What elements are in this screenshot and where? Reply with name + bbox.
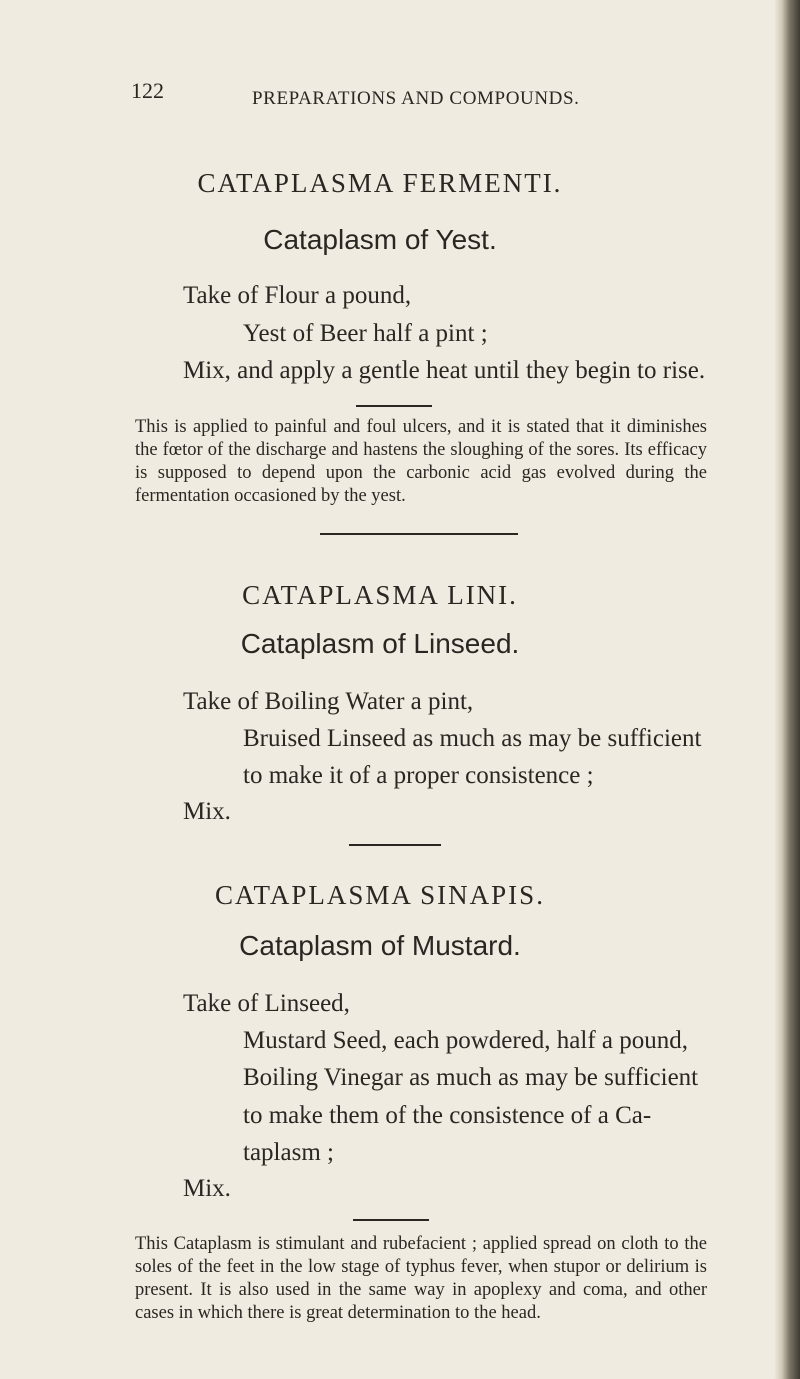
note-paragraph: This is applied to painful and foul ulcers, and it is stated that it diminishes the fœtor of the discharge and hastens the sloughing of the sores. Its efficacy is supposed to depend upon the carbonic acid gas evolved during the fermentation occasioned by the yest. bbox=[135, 417, 707, 506]
divider-short bbox=[353, 1219, 429, 1221]
recipe-line: Yest of Beer half a pint ; bbox=[243, 320, 488, 347]
recipe-line: Mix. bbox=[183, 1175, 231, 1202]
recipe-line: Mix, and apply a gentle heat until they begin to rise. bbox=[183, 357, 706, 384]
running-header: PREPARATIONS AND COMPOUNDS. bbox=[252, 88, 580, 109]
page-edge-shadow bbox=[774, 0, 800, 1379]
recipe-line: taplasm ; bbox=[243, 1139, 334, 1166]
recipe-line: Take of Boiling Water a pint, bbox=[183, 688, 474, 715]
section-title-fermenti: CATAPLASMA FERMENTI. bbox=[197, 168, 563, 198]
section-title-sinapis: CATAPLASMA SINAPIS. bbox=[215, 880, 545, 910]
recipe-line: to make it of a proper consistence ; bbox=[243, 762, 594, 789]
divider-long bbox=[320, 533, 518, 535]
note-paragraph: This Cataplasm is stimulant and rubefacient ; applied spread on cloth to the soles of the feet in the low stage of typhus fever, when stupor or delirium is present. It is also used in the same way in apoplexy and coma, and other cases in which there is great determination to the head. bbox=[135, 1234, 707, 1323]
divider-short bbox=[356, 405, 432, 407]
recipe-line: Take of Linseed, bbox=[183, 990, 350, 1017]
recipe-line: to make them of the consistence of a Ca- bbox=[243, 1102, 652, 1129]
section-title-lini: CATAPLASMA LINI. bbox=[242, 580, 518, 610]
recipe-line: Mustard Seed, each powdered, half a pound, bbox=[243, 1027, 688, 1054]
recipe-line: Mix. bbox=[183, 798, 231, 825]
recipe-line: Boiling Vinegar as much as may be sufficient bbox=[243, 1064, 699, 1091]
recipe-line: Take of Flour a pound, bbox=[183, 282, 412, 309]
section-subtitle-sinapis: Cataplasm of Mustard. bbox=[239, 930, 521, 961]
divider-short bbox=[349, 844, 441, 846]
recipe-line: Bruised Linseed as much as may be sufficient bbox=[243, 725, 702, 752]
section-subtitle-lini: Cataplasm of Linseed. bbox=[240, 628, 520, 659]
page-number: 122 bbox=[131, 78, 164, 103]
section-subtitle-fermenti: Cataplasm of Yest. bbox=[263, 224, 497, 255]
